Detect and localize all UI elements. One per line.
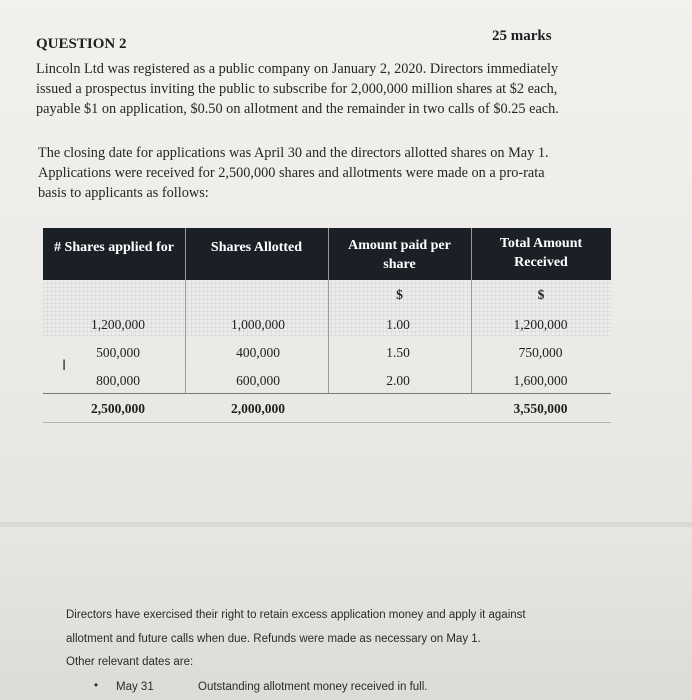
unit-dollar: $ (396, 287, 403, 302)
total-allotted: 2,000,000 (231, 401, 285, 416)
intro-line: Lincoln Ltd was registered as a public company on January 2, 2020. Directors immediately (36, 61, 559, 77)
table-bottom-border (43, 422, 611, 423)
applications-paragraph (38, 143, 549, 203)
header-total-amount (471, 234, 611, 272)
bullet-icon: • (94, 680, 99, 692)
cell-paid: 1.00 (386, 317, 410, 332)
date-label: May 31 (116, 681, 154, 693)
marks-label: 25 marks (492, 28, 552, 44)
cell-total: 1,600,000 (513, 373, 568, 388)
header-total-amount-line1: Total Amount (499, 236, 583, 251)
cell-applied: 800,000 (96, 373, 140, 388)
intro-paragraph (36, 59, 559, 119)
applications-line: basis to applicants as follows: (38, 185, 209, 201)
notes-line: Other relevant dates are: (66, 656, 194, 668)
cell-paid: 1.50 (386, 345, 410, 360)
cell-allotted: 600,000 (236, 373, 280, 388)
text-cursor-icon: I (62, 358, 67, 374)
date-description: Outstanding allotment money received in full. (198, 681, 428, 693)
cell-applied: 1,200,000 (91, 317, 145, 332)
header-amount-paid-line2: share (383, 257, 416, 272)
intro-line: issued a prospectus inviting the public to subscribe for 2,000,000 million shares at $2 each, (36, 81, 558, 97)
cell-paid: 2.00 (386, 373, 410, 388)
header-amount-paid-line1: Amount paid per (348, 238, 451, 253)
total-amount: 3,550,000 (513, 401, 568, 416)
intro-line: payable $1 on application, $0.50 on allotment and the remainder in two calls of $0.25 each. (36, 101, 559, 117)
unit-dollar: $ (537, 287, 545, 302)
cell-total: 1,200,000 (513, 317, 568, 332)
header-amount-paid (328, 236, 471, 274)
totals-divider (43, 393, 611, 394)
notes-line: Directors have exercised their right to retain excess application money and apply it against (66, 609, 526, 621)
cell-total: 750,000 (518, 345, 563, 360)
total-applied: 2,500,000 (91, 401, 145, 416)
header-total-amount-line2: Received (514, 255, 568, 270)
applications-line: Applications were received for 2,500,000 shares and allotments were made on a pro-rata (38, 165, 545, 181)
cell-allotted: 1,000,000 (231, 317, 285, 332)
header-shares-applied: # Shares applied for (54, 240, 174, 255)
allotment-table (43, 228, 611, 424)
notes-line: allotment and future calls when due. Refunds were made as necessary on May 1. (66, 633, 481, 645)
cell-allotted: 400,000 (236, 345, 280, 360)
cell-applied: 500,000 (96, 345, 140, 360)
question-title: QUESTION 2 (36, 36, 127, 52)
header-shares-allotted: Shares Allotted (210, 240, 303, 255)
applications-line: The closing date for applications was April 30 and the directors allotted shares on May 1. (38, 145, 549, 161)
